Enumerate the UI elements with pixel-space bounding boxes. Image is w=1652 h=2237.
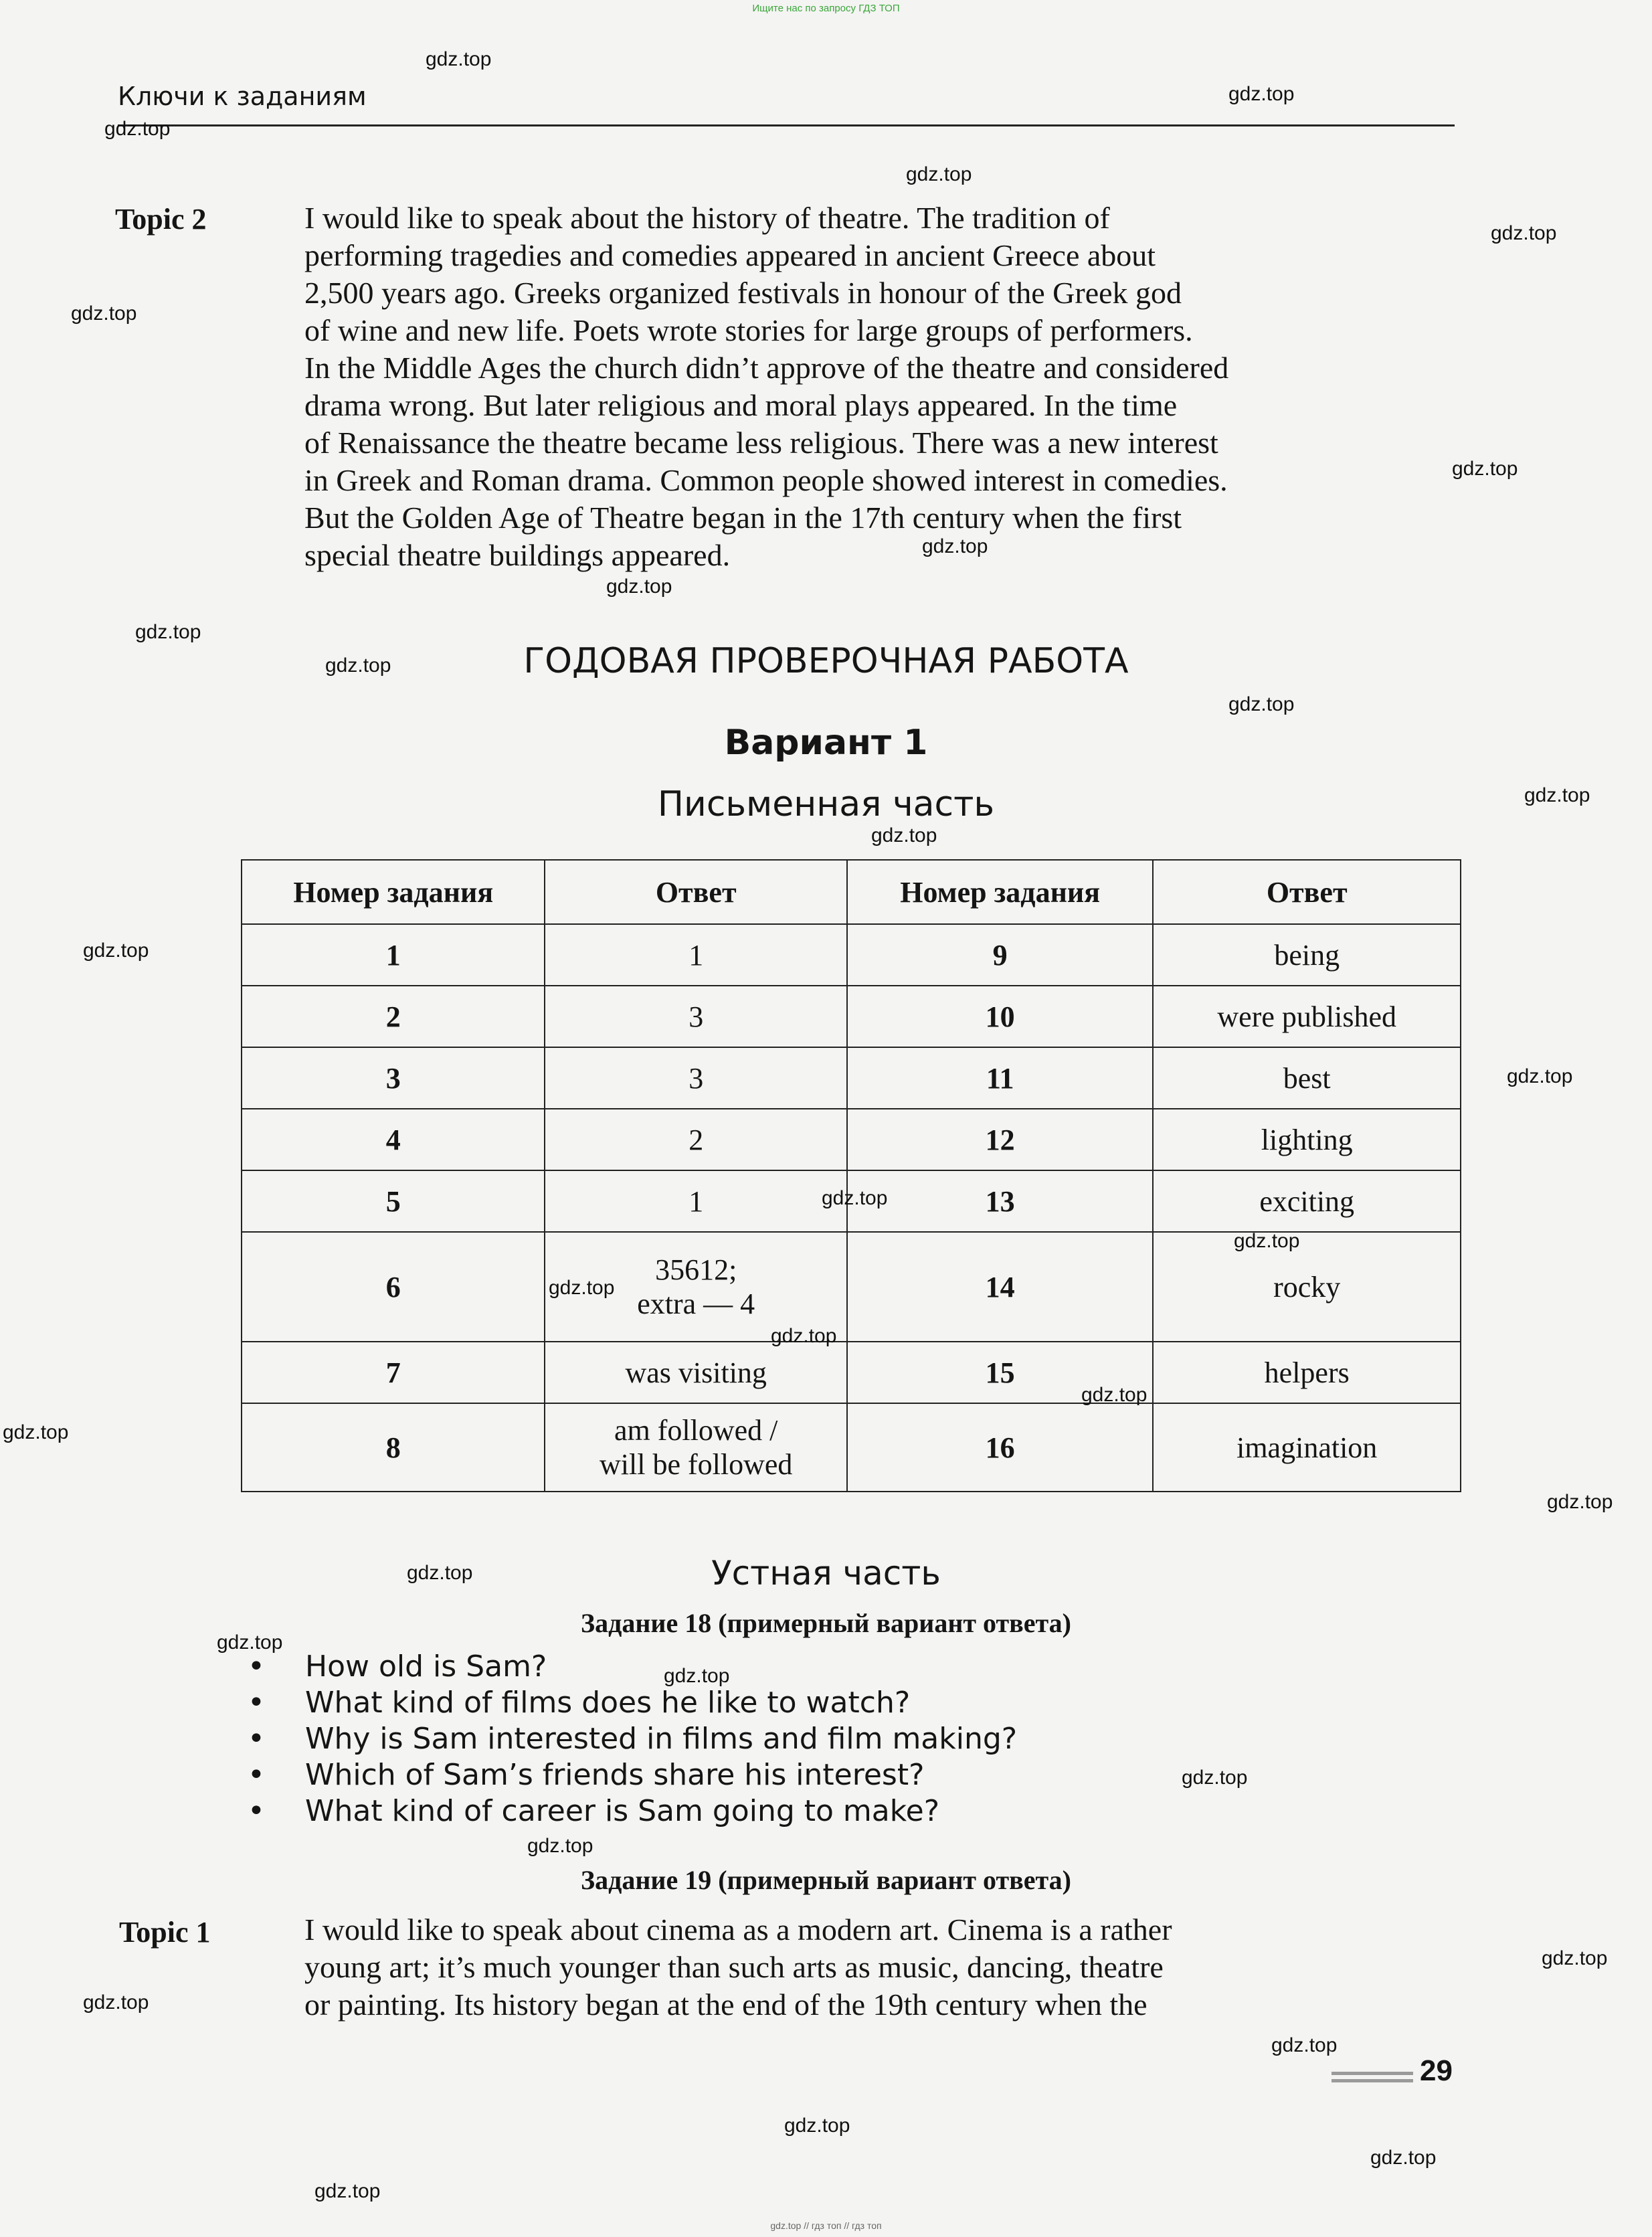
watermark: gdz.top (527, 1835, 593, 1857)
watermark: gdz.top (606, 575, 672, 598)
watermark: gdz.top (822, 1187, 888, 1209)
answer-cell: 35612; extra — 4 (545, 1232, 846, 1342)
topic-1-line: or painting. Its history began at the end of the 19th century when the (304, 1987, 1148, 2022)
topic-2-line: 2,500 years ago. Greeks organized festivals in honour of the Greek god (304, 276, 1182, 310)
answer-cell: 2 (545, 1109, 846, 1170)
task-number-cell: 14 (847, 1232, 1153, 1342)
task-number-cell: 6 (242, 1232, 545, 1342)
column-header-answer: Ответ (1153, 860, 1461, 924)
question-text: What kind of films does he like to watch? (305, 1686, 911, 1720)
table-header-row (242, 860, 1461, 924)
task-number-cell: 12 (847, 1109, 1153, 1170)
task-number-cell: 10 (847, 986, 1153, 1047)
table-row (242, 1342, 1461, 1403)
task-number-cell: 4 (242, 1109, 545, 1170)
answer-cell: exciting (1153, 1170, 1461, 1232)
page-number: 29 (1420, 2054, 1453, 2087)
answer-cell: imagination (1153, 1403, 1461, 1492)
written-part-title: Письменная часть (657, 784, 995, 824)
topic-2-line: I would like to speak about the history of theatre. The tradition of (304, 201, 1110, 235)
watermark: gdz.top (3, 1421, 69, 1443)
topic-1-line: young art; it’s much younger than such arts as music, dancing, theatre (304, 1950, 1164, 1984)
answer-table (241, 859, 1461, 1492)
answer-cell: 3 (545, 1047, 846, 1109)
topic-2-text (304, 199, 1459, 574)
topic-2-line: drama wrong. But later religious and moral plays appeared. In the time (304, 388, 1178, 422)
bottom-site-link[interactable]: gdz.top // гдз топ // гдз топ (770, 2220, 882, 2231)
answer-cell: were published (1153, 986, 1461, 1047)
watermark: gdz.top (217, 1631, 283, 1653)
watermark: gdz.top (871, 824, 937, 846)
exam-title: ГОДОВАЯ ПРОВЕРОЧНАЯ РАБОТА (523, 641, 1129, 681)
watermark: gdz.top (1370, 2147, 1437, 2169)
watermark: gdz.top (1524, 784, 1590, 806)
task-number-cell: 1 (242, 924, 545, 986)
answer-cell: am followed / will be followed (545, 1403, 846, 1492)
watermark: gdz.top (549, 1277, 615, 1299)
answer-cell: rocky (1153, 1232, 1461, 1342)
question-text: How old is Sam? (305, 1649, 547, 1684)
watermark: gdz.top (1182, 1767, 1248, 1789)
watermark: gdz.top (135, 621, 201, 643)
watermark: gdz.top (1491, 222, 1557, 244)
topic-2-line: But the Golden Age of Theatre began in the 17th century when the first (304, 501, 1182, 535)
answer-cell: being (1153, 924, 1461, 986)
table-row (242, 1403, 1461, 1492)
watermark: gdz.top (1547, 1491, 1613, 1513)
task-number-cell: 3 (242, 1047, 545, 1109)
table-row (242, 1047, 1461, 1109)
watermark: gdz.top (1542, 1947, 1608, 1969)
topic-2-line: special theatre buildings appeared. (304, 538, 731, 572)
list-item (248, 1649, 1017, 1685)
topic-2-line: of wine and new life. Poets wrote stories for large groups of performers. (304, 313, 1193, 347)
watermark: gdz.top (1228, 83, 1295, 105)
topic-2-line: in Greek and Roman drama. Common people showed interest in comedies. (304, 463, 1228, 497)
list-item (248, 1757, 1017, 1793)
page-header-title: Ключи к заданиям (118, 82, 367, 111)
column-header-answer: Ответ (545, 860, 846, 924)
header-divider (118, 124, 1455, 126)
top-search-link[interactable]: Ищите нас по запросу ГДЗ ТОП (752, 3, 900, 14)
task-number-cell: 5 (242, 1170, 545, 1232)
answer-cell: 3 (545, 986, 846, 1047)
topic-2-line: of Renaissance the theatre became less religious. There was a new interest (304, 426, 1218, 460)
task-number-cell: 16 (847, 1403, 1153, 1492)
task-19-title: Задание 19 (примерный вариант ответа) (581, 1865, 1071, 1895)
list-item (248, 1721, 1017, 1757)
table-row (242, 1109, 1461, 1170)
watermark: gdz.top (104, 118, 171, 140)
column-header-task-number: Номер задания (242, 860, 545, 924)
watermark: gdz.top (1081, 1384, 1148, 1406)
task-number-cell: 7 (242, 1342, 545, 1403)
task-number-cell: 8 (242, 1403, 545, 1492)
watermark: gdz.top (83, 939, 149, 962)
watermark: gdz.top (664, 1665, 730, 1687)
answer-cell: 1 (545, 1170, 846, 1232)
task-number-cell: 2 (242, 986, 545, 1047)
watermark: gdz.top (426, 48, 492, 70)
topic-1-label: Topic 1 (119, 1916, 211, 1949)
watermark: gdz.top (71, 302, 137, 325)
topic-1-line: I would like to speak about cinema as a modern art. Cinema is a rather (304, 1912, 1172, 1947)
question-text: What kind of career is Sam going to make? (305, 1794, 940, 1828)
task-number-cell: 13 (847, 1170, 1153, 1232)
table-row (242, 986, 1461, 1047)
watermark: gdz.top (906, 163, 972, 185)
topic-1-text (304, 1911, 1459, 2024)
question-text: Why is Sam interested in films and film making? (305, 1722, 1018, 1756)
answer-cell: 1 (545, 924, 846, 986)
watermark: gdz.top (1228, 693, 1295, 715)
bullet-icon: • (248, 1794, 265, 1828)
bullet-icon: • (248, 1686, 265, 1720)
watermark: gdz.top (314, 2180, 381, 2202)
watermark: gdz.top (784, 2115, 850, 2137)
topic-2-line: In the Middle Ages the church didn’t approve of the theatre and considered (304, 351, 1229, 385)
task-number-cell: 11 (847, 1047, 1153, 1109)
column-header-task-number: Номер задания (847, 860, 1153, 924)
variant-title: Вариант 1 (724, 723, 928, 763)
task-18-question-list (248, 1649, 1017, 1829)
watermark: gdz.top (407, 1562, 473, 1584)
list-item (248, 1685, 1017, 1721)
task-number-cell: 9 (847, 924, 1153, 986)
watermark: gdz.top (83, 1991, 149, 2014)
watermark: gdz.top (1452, 458, 1518, 480)
page-number-bars (1332, 2072, 1413, 2086)
list-item (248, 1793, 1017, 1829)
watermark: gdz.top (922, 535, 988, 557)
watermark: gdz.top (1271, 2034, 1338, 2056)
oral-part-title: Устная часть (711, 1554, 941, 1593)
bullet-icon: • (248, 1722, 265, 1756)
bullet-icon: • (248, 1758, 265, 1792)
task-18-title: Задание 18 (примерный вариант ответа) (581, 1608, 1071, 1638)
topic-2-line: performing tragedies and comedies appeared in ancient Greece about (304, 238, 1156, 272)
answer-cell: lighting (1153, 1109, 1461, 1170)
task-number-cell: 15 (847, 1342, 1153, 1403)
watermark: gdz.top (771, 1325, 837, 1347)
table-row (242, 924, 1461, 986)
watermark: gdz.top (1507, 1065, 1573, 1087)
question-text: Which of Sam’s friends share his interest? (305, 1758, 925, 1792)
answer-cell: best (1153, 1047, 1461, 1109)
watermark: gdz.top (1234, 1230, 1300, 1252)
bullet-icon: • (248, 1649, 265, 1684)
answer-cell: was visiting (545, 1342, 846, 1403)
watermark: gdz.top (325, 654, 391, 677)
answer-cell: helpers (1153, 1342, 1461, 1403)
topic-2-label: Topic 2 (115, 203, 207, 236)
